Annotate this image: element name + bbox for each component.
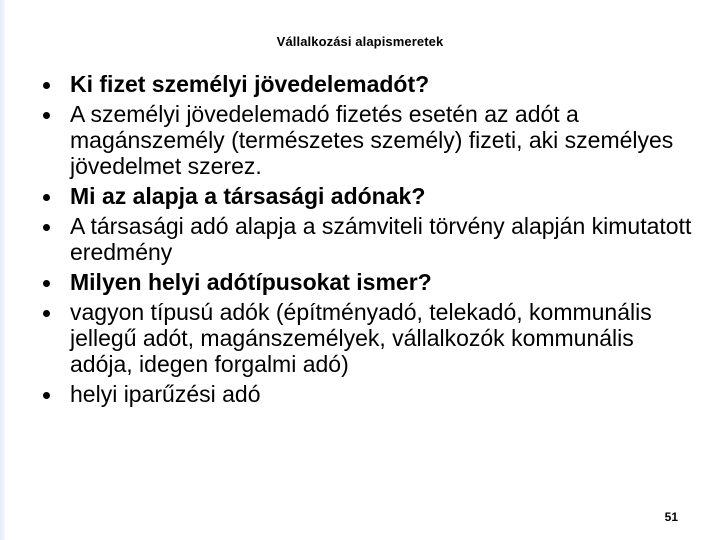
bullet-item-question	[40, 71, 700, 97]
bullet-text: Ki fizet személyi jövedelemadót?	[70, 71, 430, 97]
bullet-item-answer	[40, 101, 700, 179]
bullet-text: Milyen helyi adótípusokat ismer?	[70, 269, 432, 295]
slide-header-title: Vállalkozási alapismeretek	[276, 34, 444, 49]
bullet-item-answer	[40, 381, 700, 407]
bullet-icon	[43, 194, 50, 201]
bullet-text: A társasági adó alapja a számviteli törvény alapján kimutatott eredmény	[70, 213, 692, 265]
bullet-icon	[43, 392, 50, 399]
bullet-text: A személyi jövedelemadó fizetés esetén az adót a magánszemély (természetes személy) fizeti, aki személyes jövedelmet szerez.	[70, 101, 674, 179]
bullet-icon	[43, 112, 50, 119]
slide-edge-accent	[0, 0, 5, 540]
bullet-icon	[43, 280, 50, 287]
bullet-item-answer	[40, 299, 700, 377]
bullet-text: helyi iparűzési adó	[70, 381, 261, 407]
bullet-text: Mi az alapja a társasági adónak?	[70, 183, 426, 209]
bullet-text: vagyon típusú adók (építményadó, telekadó, kommunális jellegű adót, magánszemélyek, vállalkozók kommunális adója, idegen forgalmi adó)	[70, 299, 652, 377]
bullet-list	[40, 71, 700, 411]
bullet-item-answer	[40, 213, 700, 265]
bullet-icon	[43, 224, 50, 231]
bullet-item-question	[40, 269, 700, 295]
bullet-icon	[43, 310, 50, 317]
bullet-icon	[43, 82, 50, 89]
page-number: 51	[664, 510, 678, 524]
bullet-item-question	[40, 183, 700, 209]
